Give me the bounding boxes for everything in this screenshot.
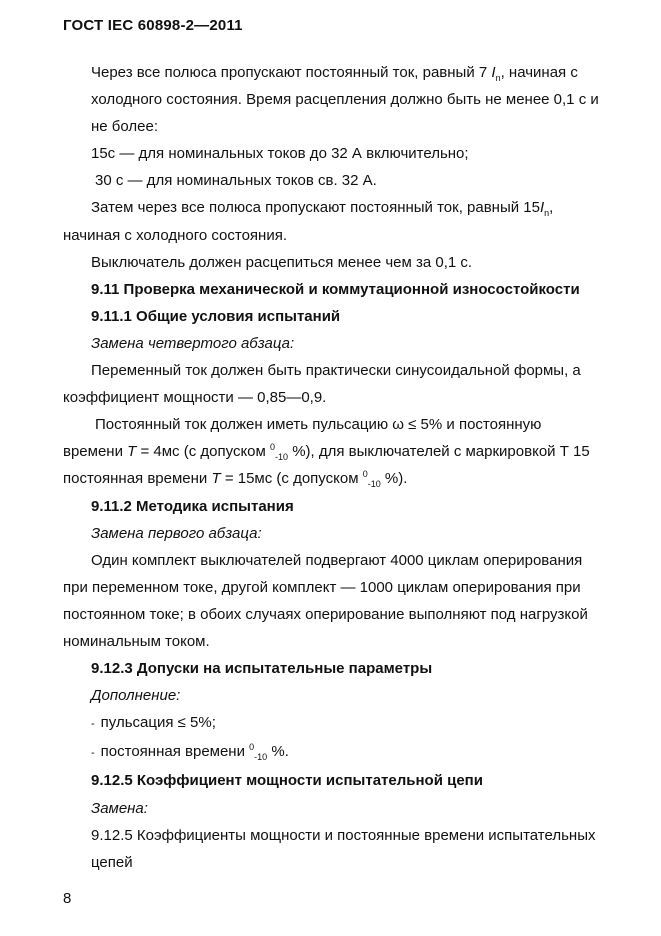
tolerance-sub: -10 [367, 479, 381, 490]
section-heading-9-11-2: 9.11.2 Методика испытания [91, 497, 294, 515]
document-header: ГОСТ IEC 60898-2—2011 [63, 17, 243, 34]
text: = 4мс (с допуском [136, 443, 270, 461]
document-body [63, 59, 623, 876]
paragraph-line: постоянном токе; в обоих случаях оперирование выполняют под нагрузкой [63, 605, 588, 623]
amendment-note: Замена: [91, 799, 148, 817]
section-heading-9-11-1: 9.11.1 Общие условия испытаний [91, 307, 341, 325]
variable-i: I [491, 64, 496, 81]
list-item [63, 738, 623, 767]
paragraph-line [63, 194, 623, 221]
paragraph-line: Выключатель должен расцепиться менее чем за 0,1 с. [91, 253, 473, 271]
paragraph-line: не более: [91, 118, 159, 136]
paragraph-line: холодного состояния. Время расцепления должно быть не менее 0,1 с и [91, 91, 599, 109]
paragraph-line: начиная с холодного состояния. [63, 226, 288, 244]
page-number: 8 [63, 890, 72, 907]
section-heading-9-12-3: 9.12.3 Допуски на испытательные параметры [91, 660, 433, 678]
paragraph-line [63, 59, 623, 86]
paragraph-line: коэффициент мощности — 0,85—0,9. [63, 389, 327, 407]
list-dash: - [91, 718, 95, 731]
section-heading-9-11: 9.11 Проверка механической и коммутационной износостойкости [91, 280, 580, 298]
text: постоянная времени [63, 470, 212, 488]
paragraph-line: Переменный ток должен быть практически синусоидальной формы, а [91, 362, 581, 380]
amendment-note: Замена четвертого абзаца: [91, 334, 295, 352]
variable-i: I [539, 199, 545, 217]
text: Через все полюса пропускают постоянный ток, равный 7 [91, 64, 492, 81]
subscript-n: n [544, 208, 550, 219]
paragraph-line: при переменном токе, другой комплект — 1000 циклам оперирования при [63, 578, 581, 596]
variable-t: T [211, 470, 221, 488]
text: , [549, 199, 554, 217]
amendment-note: Замена первого абзаца: [91, 524, 262, 542]
subscript-n: n [495, 73, 501, 83]
text: , начиная с [500, 64, 578, 81]
paragraph-line [63, 465, 623, 492]
paragraph-line: цепей [91, 853, 133, 871]
paragraph-line: Один комплект выключателей подвергают 4000 циклам оперирования [91, 551, 583, 569]
variable-t: T [127, 443, 137, 461]
tolerance-sup: 0 [249, 742, 255, 753]
text: %. [267, 743, 289, 761]
tolerance-sub: -10 [275, 452, 289, 463]
amendment-note: Дополнение: [91, 687, 181, 705]
paragraph-line: 15с — для номинальных токов до 32 А включительно; [91, 145, 469, 163]
text: Затем через все полюса пропускают постоянный ток, равный 15 [91, 199, 540, 217]
paragraph-line: 9.12.5 Коэффициенты мощности и постоянные времени испытательных [91, 826, 596, 844]
tolerance-sup: 0 [270, 442, 276, 453]
paragraph-line: 30 с — для номинальных токов св. 32 А. [95, 172, 377, 190]
paragraph-line [63, 438, 623, 465]
text: пульсация ≤ 5%; [100, 714, 216, 732]
paragraph-line: номинальным током. [63, 632, 210, 650]
text: %). [380, 470, 408, 488]
text: %), для выключателей с маркировкой Т 15 [288, 443, 590, 461]
text: = 15мс (с допуском [220, 470, 363, 488]
text: времени [63, 443, 128, 461]
tolerance-sub: -10 [254, 752, 268, 763]
section-heading-9-12-5: 9.12.5 Коэффициент мощности испытательной цепи [91, 772, 483, 790]
text: постоянная времени [100, 743, 250, 761]
paragraph-line: Постоянный ток должен иметь пульсацию ω ≤ 5% и постоянную [95, 416, 542, 434]
list-dash: - [91, 747, 95, 760]
list-item [63, 709, 623, 738]
tolerance-sup: 0 [362, 469, 368, 480]
